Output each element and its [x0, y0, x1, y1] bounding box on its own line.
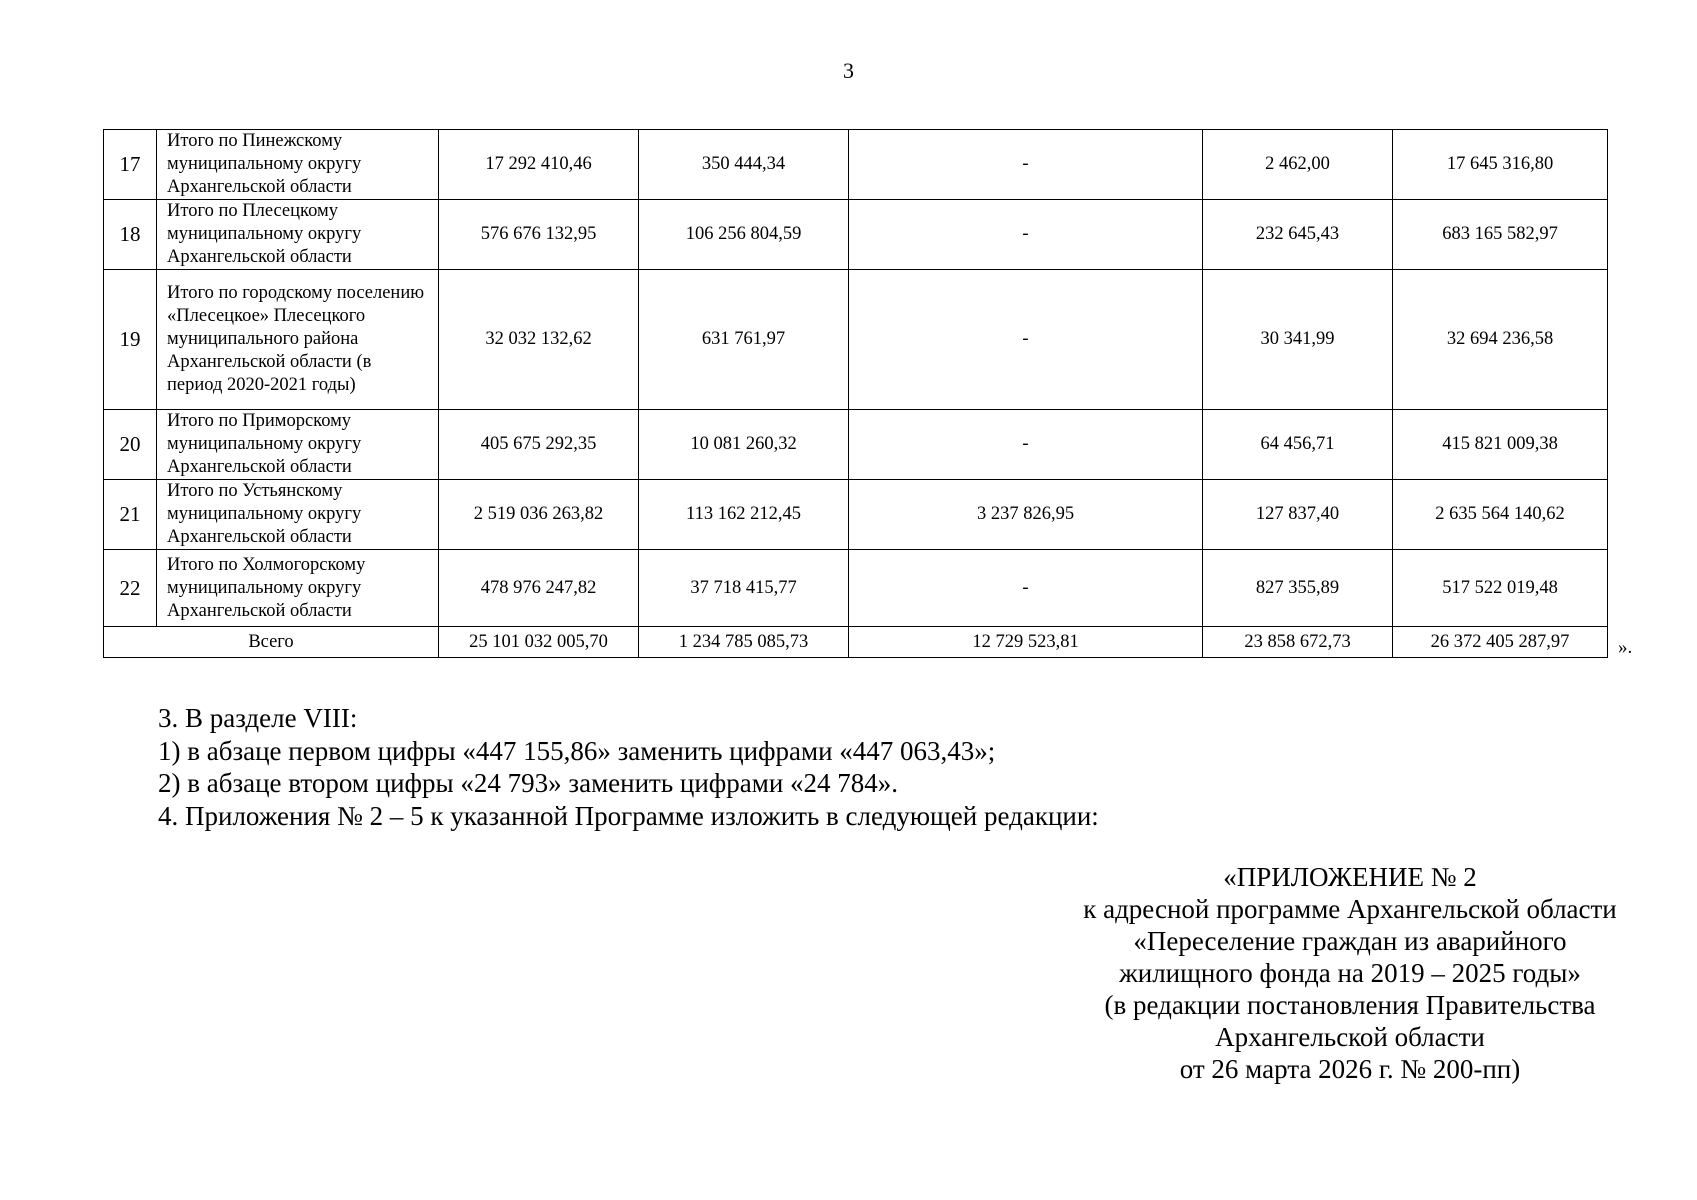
appendix-line: Архангельской области [1215, 1022, 1485, 1052]
row-number: 17 [104, 130, 157, 200]
appendix-line: к адресной программе Архангельской области [1083, 894, 1617, 924]
value-cell: - [849, 200, 1203, 270]
value-cell: 32 032 132,62 [439, 270, 639, 410]
appendix-line: от 26 марта 2026 г. № 200-пп) [1179, 1054, 1521, 1084]
row-number: 18 [104, 200, 157, 270]
value-cell: 405 675 292,35 [439, 410, 639, 480]
value-cell: 106 256 804,59 [639, 200, 849, 270]
paragraph-line: 1) в абзаце первом цифры «447 155,86» заменить цифрами «447 063,43»; [158, 735, 996, 766]
municipality-name: Итого по Плесецкому муниципальному округу Архангельской области [157, 200, 439, 270]
appendix-line: жилищного фонда на 2019 – 2025 годы» [1119, 958, 1581, 988]
value-cell: 232 645,43 [1203, 200, 1393, 270]
value-cell: 576 676 132,95 [439, 200, 639, 270]
value-cell: - [849, 410, 1203, 480]
value-cell: 2 462,00 [1203, 130, 1393, 200]
funding-table [103, 129, 1608, 658]
value-cell: 17 292 410,46 [439, 130, 639, 200]
value-cell: 3 237 826,95 [849, 480, 1203, 550]
value-cell: 350 444,34 [639, 130, 849, 200]
appendix-line: «ПРИЛОЖЕНИЕ № 2 [1223, 862, 1477, 892]
appendix-line: «Переселение граждан из аварийного [1133, 926, 1567, 956]
total-value: 25 101 032 005,70 [439, 627, 639, 658]
table-row [104, 200, 1608, 270]
total-value: 23 858 672,73 [1203, 627, 1393, 658]
total-value: 26 372 405 287,97 [1393, 627, 1608, 658]
value-cell: 37 718 415,77 [639, 550, 849, 627]
total-label: Всего [104, 627, 439, 658]
value-cell: - [849, 130, 1203, 200]
page-number: 3 [843, 58, 854, 83]
value-cell: 683 165 582,97 [1393, 200, 1608, 270]
value-cell: 2 519 036 263,82 [439, 480, 639, 550]
value-cell: 827 355,89 [1203, 550, 1393, 627]
paragraph-line: 4. Приложения № 2 – 5 к указанной Программе изложить в следующей редакции: [158, 800, 1099, 831]
value-cell: - [849, 270, 1203, 410]
value-cell: 478 976 247,82 [439, 550, 639, 627]
table-row [104, 130, 1608, 200]
value-cell: 113 162 212,45 [639, 480, 849, 550]
municipality-name: Итого по Холмогорскому муниципальному округу Архангельской области [157, 550, 439, 627]
value-cell: 517 522 019,48 [1393, 550, 1608, 627]
municipality-name: Итого по Пинежскому муниципальному округу Архангельской области [157, 130, 439, 200]
value-cell: 32 694 236,58 [1393, 270, 1608, 410]
value-cell: 10 081 260,32 [639, 410, 849, 480]
amendment-text [158, 702, 1099, 832]
appendix-line: (в редакции постановления Правительства [1104, 990, 1596, 1020]
value-cell: 127 837,40 [1203, 480, 1393, 550]
table-row [104, 550, 1608, 627]
total-value: 12 729 523,81 [849, 627, 1203, 658]
municipality-name: Итого по Устьянскому муниципальному округу Архангельской области [157, 480, 439, 550]
row-number: 20 [104, 410, 157, 480]
table-row [104, 410, 1608, 480]
value-cell: 64 456,71 [1203, 410, 1393, 480]
value-cell: 2 635 564 140,62 [1393, 480, 1608, 550]
municipality-name: Итого по Приморскому муниципальному округу Архангельской области [157, 410, 439, 480]
row-number: 22 [104, 550, 157, 627]
appendix-heading [1040, 861, 1660, 1085]
municipality-name: Итого по городскому поселению «Плесецкое» Плесецкого муниципального района Архангельской области (в период 2020-2021 годы) [157, 270, 439, 410]
paragraph-line: 3. В разделе VIII: [158, 703, 358, 733]
total-row [104, 627, 1608, 658]
row-number: 21 [104, 480, 157, 550]
value-cell: 631 761,97 [639, 270, 849, 410]
value-cell: 17 645 316,80 [1393, 130, 1608, 200]
row-number: 19 [104, 270, 157, 410]
table-row [104, 270, 1608, 410]
value-cell: 30 341,99 [1203, 270, 1393, 410]
value-cell: 415 821 009,38 [1393, 410, 1608, 480]
closing-quote-mark: ». [1618, 637, 1633, 658]
paragraph-line: 2) в абзаце втором цифры «24 793» заменить цифрами «24 784». [158, 768, 899, 798]
total-value: 1 234 785 085,73 [639, 627, 849, 658]
value-cell: - [849, 550, 1203, 627]
table-row [104, 480, 1608, 550]
